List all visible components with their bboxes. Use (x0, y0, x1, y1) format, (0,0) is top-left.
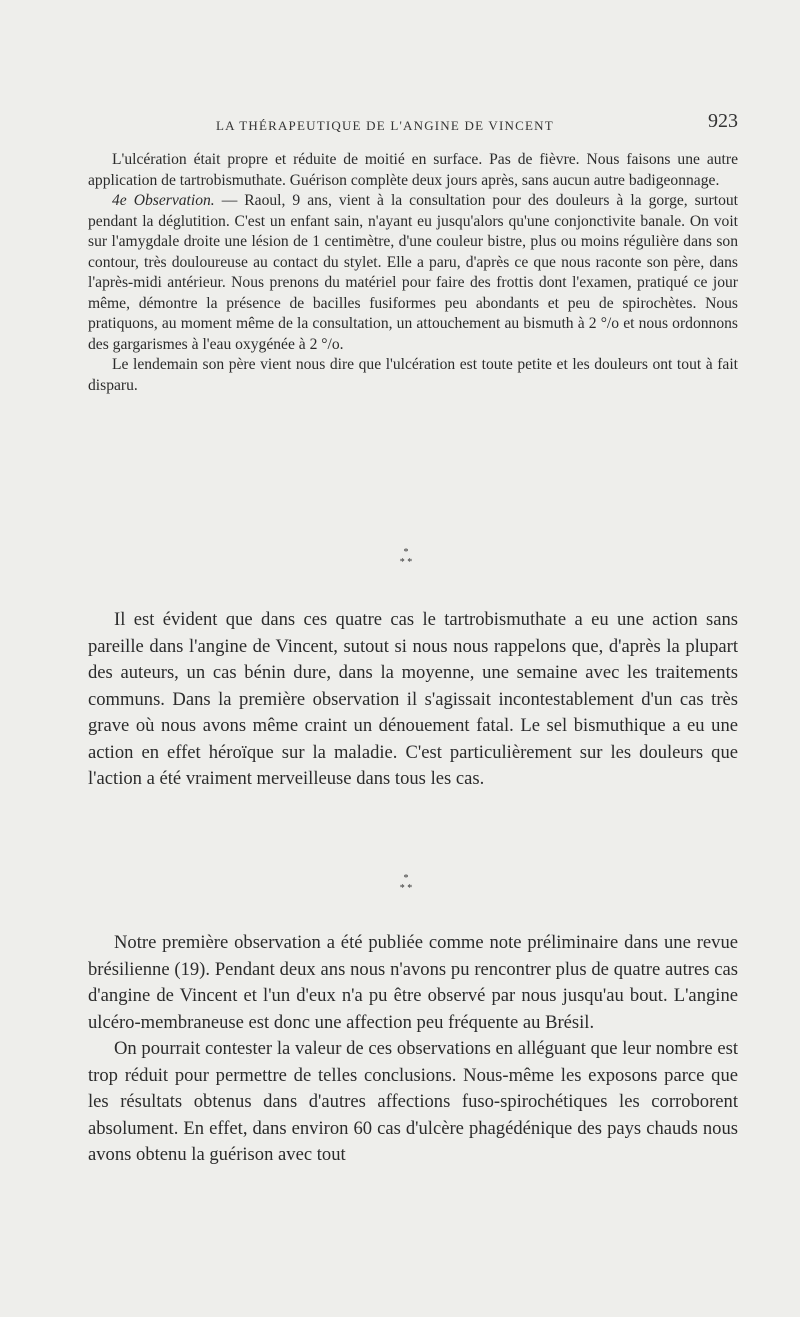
section-separator-1 (390, 548, 422, 568)
paragraph-evident-action: Il est évident que dans ces quatre cas le tartrobismuthate a eu une action sans pareille dans l'angine de Vincent, sutout si nous nous rappelons que, d'après la plupart des auteurs, un cas bénin dure, dans la moyenne, une semaine avec les traitements communs. Dans la première observation il s'agissait incontestablement d'un cas très grave où nous avons même craint un dénouement fatal. Le sel bismuthique a eu une action en effet héroïque sur la maladie. C'est particulièrement sur les douleurs que l'action a été vraiment merveilleuse dans tous les cas. (88, 609, 738, 789)
paragraph-ulceration-result: L'ulcération était propre et réduite de moitié en surface. Pas de fièvre. Nous faisons une autre application de tartrobismuthate. Guérison complète deux jours après, sans aucun autre badigeonnage. (88, 151, 738, 189)
observation-section (88, 150, 738, 396)
paragraph-next-day-result: Le lendemain son père vient nous dire que l'ulcération est toute petite et les douleurs ont tout à fait disparu. (88, 356, 738, 394)
page-header (88, 110, 738, 140)
separator-bottom-stars: * * (399, 557, 413, 568)
observation-label: 4e Observation. (112, 192, 215, 209)
running-title: LA THÉRAPEUTIQUE DE L'ANGINE DE VINCENT (216, 118, 554, 133)
paragraph-first-observation-published: Notre première observation a été publiée comme note préliminaire dans une revue brésilienne (19). Pendant deux ans nous n'avons pu rencontrer plus de quatre autres cas d'angine de Vincent et l'un d'eux n'a pu être observé par nous jusqu'au bout. L'angine ulcéro-membraneuse est donc une affection peu fréquente au Brésil. (88, 932, 738, 1033)
section-separator-2 (390, 874, 422, 894)
separator-top-star: * (403, 873, 409, 884)
paragraph-contest-value: On pourrait contester la valeur de ces observations en alléguant que leur nombre est trop réduit pour permettre de telles conclusions. Nous-même les exposons parce que les résultats obtenus dans d'autres affections fuso-spirochétiques les corroborent absolument. En effet, dans environ 60 cas d'ulcère phagédénique des pays chauds nous avons obtenu la guérison avec tout (88, 1038, 738, 1165)
separator-bottom-stars: * * (399, 883, 413, 894)
discussion-section (88, 607, 738, 793)
separator-top-star: * (403, 547, 409, 558)
conclusion-section (88, 930, 738, 1169)
page-number: 923 (708, 110, 738, 132)
observation-text: — Raoul, 9 ans, vient à la consultation pour des douleurs à la gorge, surtout pendant la déglutition. C'est un enfant sain, n'ayant eu jusqu'alors qu'une conjonctivite banale. On voit sur l'amygdale droite une lésion de 1 centimètre, d'une couleur bistre, plus ou moins régulière dans son contour, très douloureuse au contact du stylet. Elle a paru, d'après ce que nous raconte son père, dans l'après-midi antérieur. Nous prenons du matériel pour faire des frottis dont l'examen, pratiqué ce jour même, démontre la présence de bacilles fusiformes peu abondants et peu de spirochètes. Nous pratiquons, au moment même de la consultation, un attouchement au bismuth à 2 °/o et nous ordonnons des gargarismes à l'eau oxygénée à 2 °/o. (88, 192, 739, 353)
paragraph-fourth-observation (88, 191, 738, 355)
